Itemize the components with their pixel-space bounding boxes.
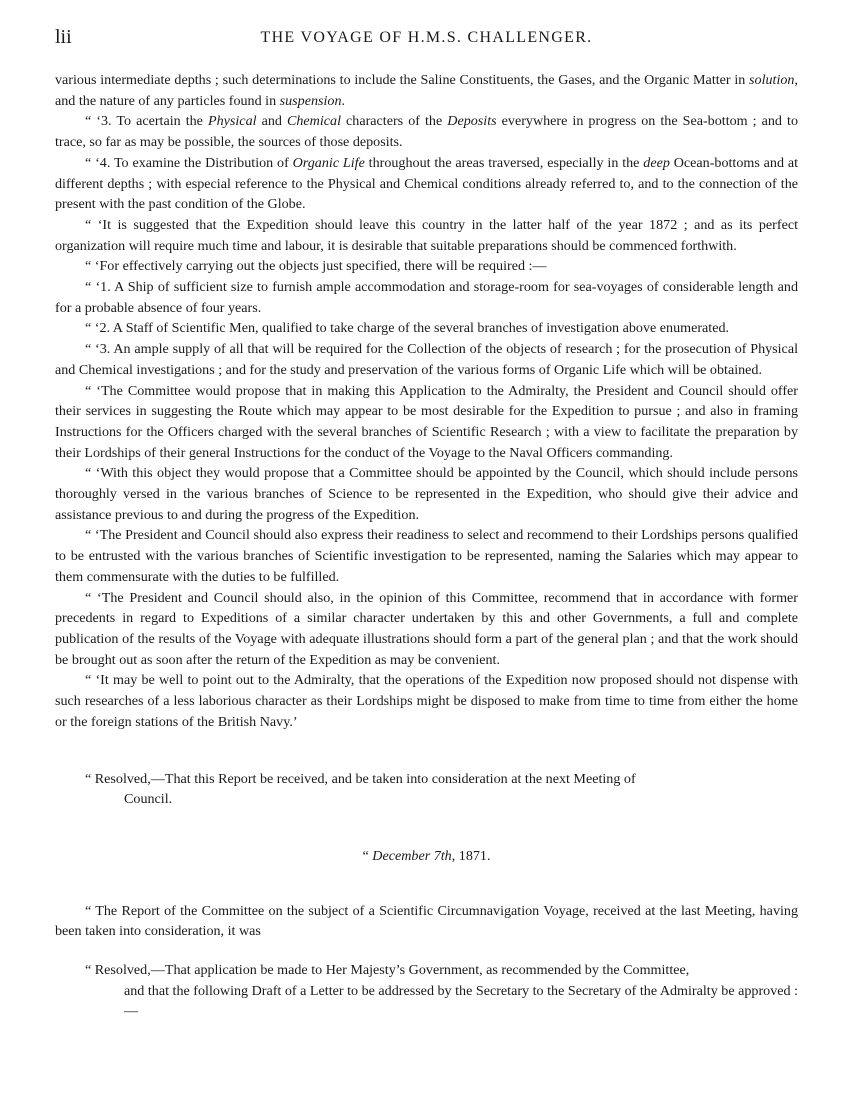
resolution-report-received: “ Resolved,—That this Report be received, and be taken into consideration at the next Meeting of Council. xyxy=(85,770,636,808)
resolution-application: “ Resolved,—That application be made to Her Majesty’s Government, as recommended by the Committee, and that the following Draft of a Letter to be addressed by the Secretary to the Secretary of the Admiralty be approved :— xyxy=(85,962,798,1020)
running-header xyxy=(55,26,798,52)
paragraph-other-researches: “ ‘It may be well to point out to the Admiralty, that the operations of the Expedition now proposed should not dispense with such researches of a less laborious character as their Lordships might be disposed to make from time to time from either the home or the foreign stations of the British Navy.’ xyxy=(55,672,798,730)
paragraph-requirement-supply: “ ‘3. An ample supply of all that will be required for the Collection of the objects of research ; for the prosecution of Physical and Chemical investigations ; and for the study and preservation of the various forms of Organic Life which will be obtained. xyxy=(55,341,798,378)
paragraph-committee-proposal: “ ‘The Committee would propose that in making this Application to the Admiralty, the President and Council should offer their services in suggesting the Route which may appear to be most desirable for the Expedition to pursue ; and also in framing Instructions for the Officers charged with the several branches of Scientific Research ; with a view to facilitate the preparation by their Lordships of their general Instructions for the conduct of the Voyage to the Naval Officers commanding. xyxy=(55,382,798,461)
paragraph-committee-appointment: “ ‘With this object they would propose that a Committee should be appointed by the Council, which should include persons thoroughly versed in the various branches of Science to be represented in the Expedition, who should give their advice and assistance previous to and during the progress of the Expedition. xyxy=(55,465,798,523)
date-heading: “ December 7th, 1871. xyxy=(362,847,491,864)
paragraph-requirements-intro: “ ‘For effectively carrying out the objects just specified, there will be required :— xyxy=(85,258,547,275)
paragraph-item-3-deposits: “ ‘3. To acertain the Physical and Chemical characters of the Deposits everywhere in progress on the Sea-bottom ; and to trace, so far as may be possible, the sources of those deposits. xyxy=(55,113,798,151)
running-title: THE VOYAGE OF H.M.S. CHALLENGER. xyxy=(260,29,593,46)
paragraph-publication: “ ‘The President and Council should also, in the opinion of this Committee, recommend that in accordance with former precedents in regard to Expeditions of a similar character undertaken by this and other Governments, a full and complete publication of the results of the Voyage with adequate illustrations should form a part of the general plan ; and that the work should be brought out as soon after the return of the Expedition as may be convenient. xyxy=(55,589,798,668)
page-number: lii xyxy=(55,26,72,48)
body-text xyxy=(55,70,798,1022)
paragraph-requirement-staff: “ ‘2. A Staff of Scientific Men, qualified to take charge of the several branches of investigation above enumerated. xyxy=(85,320,730,337)
paragraph-staff-selection: “ ‘The President and Council should also express their readiness to select and recommend to their Lordships persons qualified to be entrusted with the various branches of Scientific investigation to be represented, naming the Salaries which may appear to them commensurate with the duties to be fulfilled. xyxy=(55,527,798,585)
paragraph-continued: various intermediate depths ; such determinations to include the Saline Constituents, the Gases, and the Organic Matter in solution, and the nature of any particles found in suspension. xyxy=(55,72,798,109)
paragraph-timing: “ ‘It is suggested that the Expedition should leave this country in the latter half of the year 1872 ; and as its perfect organization will require much time and labour, it is desirable that suitable preparations should be commenced forthwith. xyxy=(55,216,798,254)
paragraph-requirement-ship: “ ‘1. A Ship of sufficient size to furnish ample accommodation and storage-room for sea-voyages of considerable length and for a probable absence of four years. xyxy=(55,279,798,316)
paragraph-item-4-organic-life: “ ‘4. To examine the Distribution of Organic Life throughout the areas traversed, especially in the deep Ocean-bottoms and at different depths ; with especial reference to the Physical and Chemical conditions already referred to, and to the connection of the present with the past condition of the Globe. xyxy=(55,154,799,213)
paragraph-report-considered: “ The Report of the Committee on the subject of a Scientific Circumnavigation Voyage, received at the last Meeting, having been taken into consideration, it was xyxy=(55,902,798,940)
